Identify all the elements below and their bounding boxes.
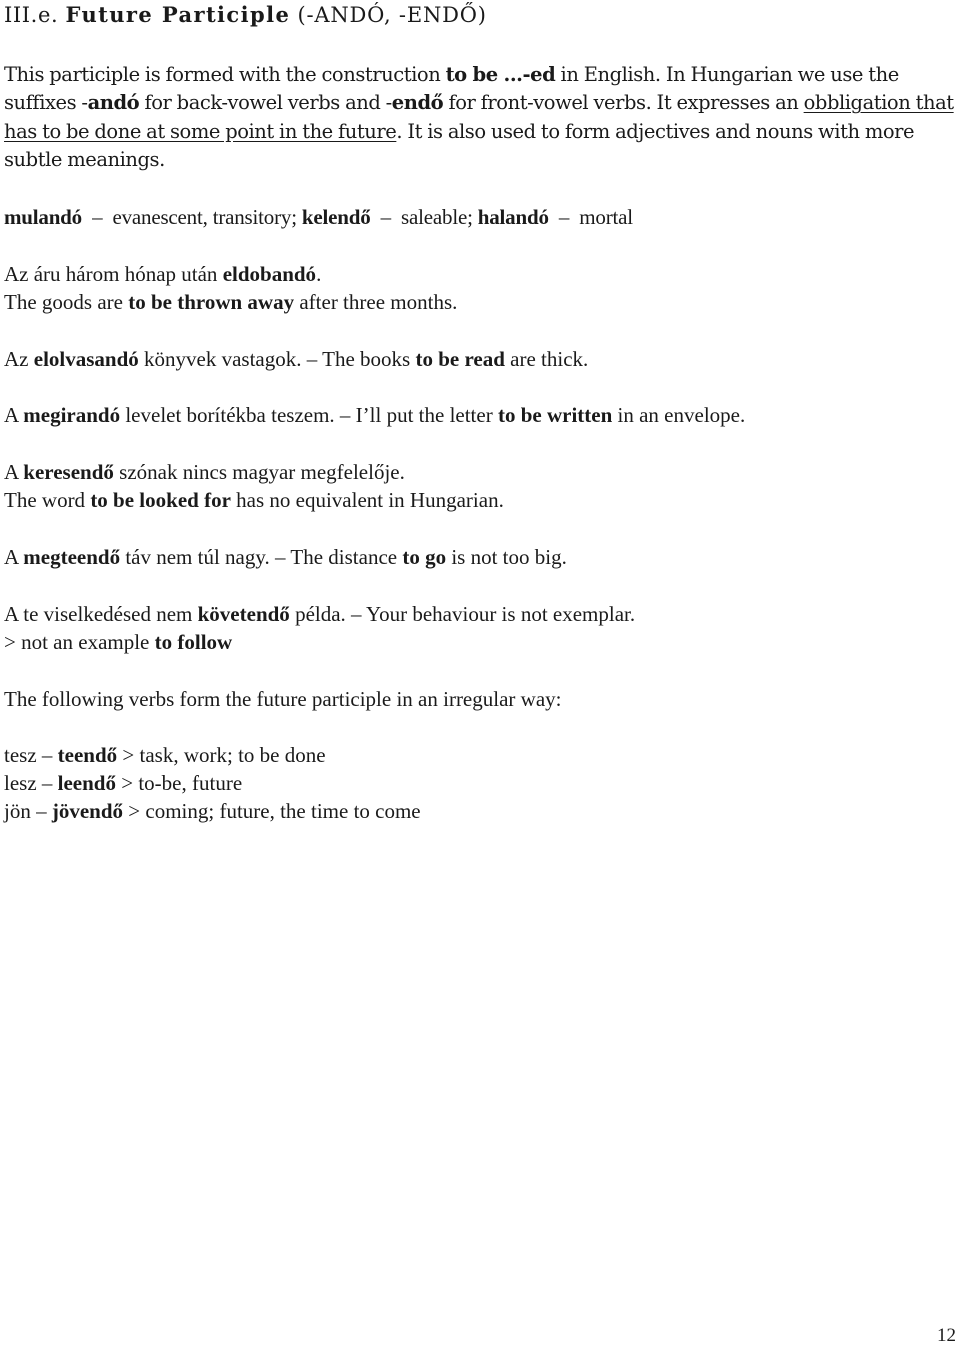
example-5 — [4, 543, 567, 571]
irregular-participle: jövendő — [51, 799, 124, 823]
dash: – — [558, 205, 570, 229]
section-title: Future Participle — [65, 2, 291, 27]
text: Az — [4, 347, 34, 371]
translation-highlight: to be looked for — [90, 488, 231, 512]
intro-paragraph — [4, 61, 958, 174]
example-6-note — [4, 628, 232, 656]
text: The distance — [290, 545, 403, 569]
meaning-gloss: evanescent, transitory — [112, 205, 292, 229]
text: táv nem túl nagy. — [120, 545, 270, 569]
participle: követendő — [197, 602, 290, 626]
dash: – — [351, 602, 362, 626]
dash: – — [380, 205, 391, 229]
example-4-english — [4, 486, 504, 514]
meaning-word: kelendő — [301, 205, 371, 229]
dash: – — [275, 545, 286, 569]
text: szónak nincs magyar megfelelője. — [113, 460, 405, 484]
page-number: 12 — [937, 1325, 956, 1346]
text: The word — [4, 488, 91, 512]
example-4-hungarian — [4, 458, 405, 486]
example-3 — [4, 401, 745, 429]
irregular-intro: The following verbs form the future participle in an irregular way: — [4, 687, 562, 711]
dash: – — [41, 771, 53, 795]
intro-text: in English. In Hungarian we use the suffixes - — [4, 63, 899, 115]
text: . — [316, 262, 322, 286]
section-suffixes: (-ANDÓ, -ENDŐ) — [297, 3, 487, 27]
text: in an envelope. — [612, 403, 746, 427]
translation-highlight: to be read — [415, 347, 505, 371]
text: A — [4, 460, 24, 484]
text: has no equivalent in Hungarian. — [230, 488, 504, 512]
text: A — [4, 403, 24, 427]
translation-highlight: to go — [402, 545, 447, 569]
irregular-row — [4, 769, 242, 797]
irregular-verb: tesz — [4, 743, 37, 767]
meaning-gloss: mortal — [579, 205, 633, 229]
dash: – — [41, 743, 53, 767]
text: The goods are — [4, 290, 129, 314]
participle: megteendő — [23, 545, 121, 569]
text: after three months. — [294, 290, 458, 314]
text: A — [4, 545, 24, 569]
text: Your behaviour is not exemplar. — [366, 602, 636, 626]
participle: megirandó — [23, 403, 121, 427]
example-1-hungarian — [4, 260, 321, 288]
participle: eldobandó — [222, 262, 317, 286]
intro-text: . It is also used to form adjectives and nouns with more subtle meanings. — [4, 119, 915, 171]
irregular-participle: leendő — [57, 771, 116, 795]
example-2 — [4, 345, 588, 373]
intro-text: for back-vowel verbs and - — [139, 91, 392, 115]
text: The books — [322, 347, 416, 371]
participle: keresendő — [23, 460, 114, 484]
example-1-english — [4, 288, 457, 316]
meanings-line: mulandó – evanescent, transitory; kelendő – saleable; halandó – mortal — [4, 205, 633, 229]
intro-underlined: obbligation that has to be done at some point in the future — [4, 91, 954, 143]
irregular-meaning: > to-be, future — [121, 771, 243, 795]
text: példa. — [289, 602, 346, 626]
translation-highlight: to follow — [154, 630, 233, 654]
dash: – — [36, 799, 47, 823]
intro-bold: endő — [391, 91, 444, 115]
meaning-word: halandó — [477, 205, 549, 229]
text: könyvek vastagok. — [138, 347, 302, 371]
participle: elolvasandó — [33, 347, 139, 371]
example-6 — [4, 600, 635, 628]
text: A te viselkedésed nem — [4, 602, 198, 626]
text: > not an example — [4, 630, 155, 654]
dash: – — [339, 403, 351, 427]
text: is not too big. — [446, 545, 567, 569]
intro-text: for front-vowel verbs. It expresses an — [443, 91, 804, 115]
irregular-meaning: > coming; future, the time to come — [128, 799, 421, 823]
irregular-verb: jön — [4, 799, 31, 823]
irregular-row — [4, 741, 326, 769]
irregular-row — [4, 797, 421, 825]
text: I’ll put the letter — [355, 403, 498, 427]
meaning-word: mulandó — [4, 205, 82, 229]
translation-highlight: to be written — [497, 403, 613, 427]
translation-highlight: to be thrown away — [128, 290, 295, 314]
intro-bold: andó — [87, 91, 140, 115]
dash: – — [306, 347, 318, 371]
dash: – — [92, 205, 103, 229]
text: levelet borítékba teszem. — [120, 403, 335, 427]
section-number: III.e. — [4, 3, 59, 27]
irregular-participle: teendő — [57, 743, 118, 767]
text: Az áru három hónap után — [4, 262, 223, 286]
text: are thick. — [504, 347, 589, 371]
meaning-gloss: saleable — [401, 205, 468, 229]
intro-text: This participle is formed with the construction — [4, 63, 446, 86]
intro-bold: to be ...-ed — [445, 63, 556, 86]
section-heading — [4, 2, 487, 27]
irregular-verb: lesz — [4, 771, 37, 795]
irregular-meaning: > task, work; to be done — [122, 743, 326, 767]
